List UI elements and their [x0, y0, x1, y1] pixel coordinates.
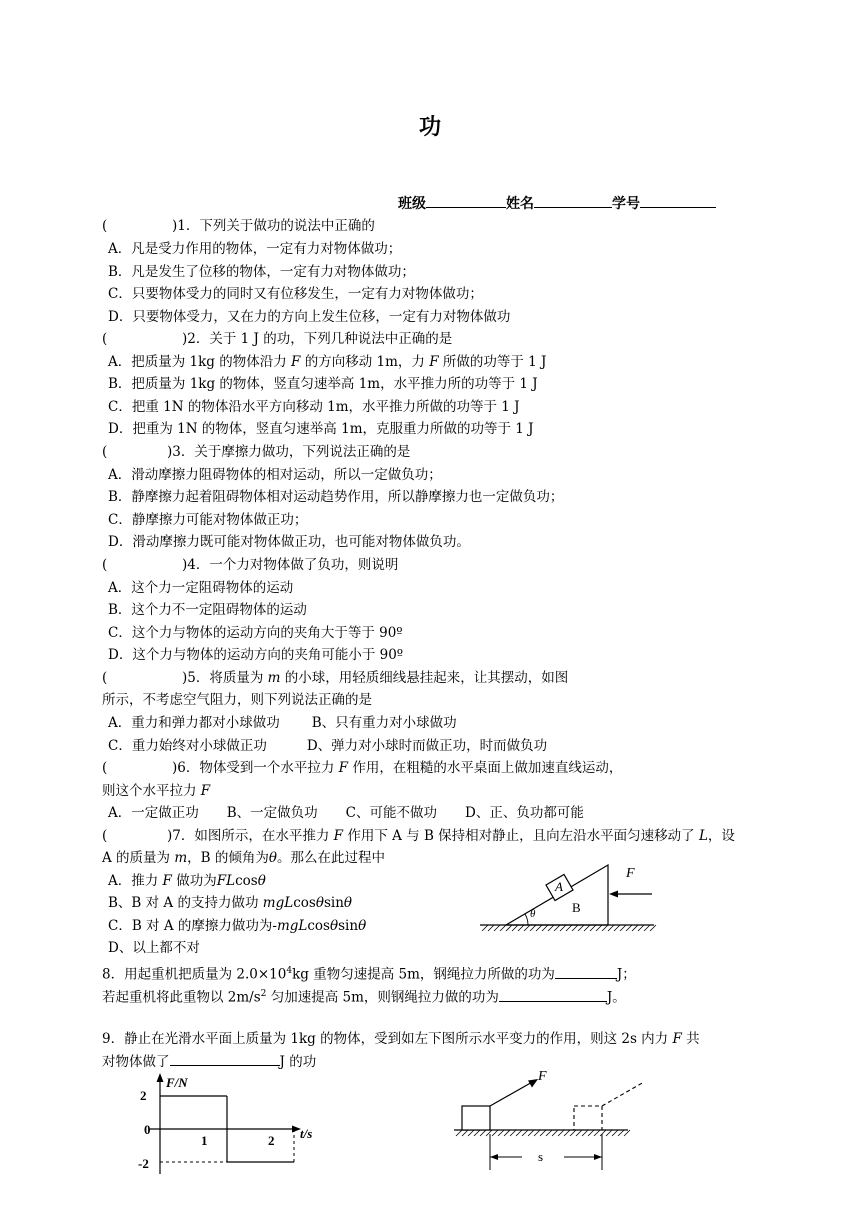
q2-option-b: B．把质量为 1kg 的物体，竖直匀速举高 1m，水平推力所的功等于 1 J — [108, 376, 538, 392]
answer-blank[interactable] — [499, 987, 607, 1002]
q6-stem-cont: 则这个水平拉力 F — [102, 783, 211, 799]
q4-option-d: D．这个力与物体的运动方向的夹角可能小于 90º — [108, 647, 404, 663]
class-field[interactable] — [426, 193, 506, 208]
q3-option-d: D．滑动摩擦力既可能对物体做正功，也可能对物体做负功。 — [108, 534, 470, 550]
id-field[interactable] — [640, 193, 716, 208]
question-7-stem: ( )7．如图所示，在水平推力 F 作用下 A 与 B 保持相对静止，且向左沿水平面匀速移动了 L，设 — [102, 828, 735, 844]
answer-bracket[interactable]: ( — [102, 444, 108, 460]
q7-option-d: D、以上都不对 — [108, 940, 200, 956]
q6-options: A．一定做正功 B、一定做负功 C、可能不做功 D、正、负功都可能 — [108, 805, 584, 821]
block-end — [574, 1106, 602, 1130]
y-tick-neg2: -2 — [138, 1156, 149, 1171]
block-a-label: A — [555, 879, 563, 894]
q7-option-c: C．B 对 A 的摩擦力做功为-mgLcosθsinθ — [108, 918, 367, 934]
s-arrowhead-left — [490, 1154, 498, 1160]
q5-option-c: C．重力始终对小球做正功 D、弹力对小球时而做正功，时而做负功 — [108, 738, 548, 754]
question-9-line-1: 9．静止在光滑水平面上质量为 1kg 的物体，受到如左下图所示水平变力的作用，则这 2s 内力 F 共 — [102, 1031, 700, 1047]
page-title: 功 — [418, 115, 441, 140]
q5-option-a: A．重力和弹力都对小球做功 B、只有重力对小球做功 — [108, 715, 457, 731]
q4-option-b: B．这个力不一定阻碍物体的运动 — [108, 602, 307, 618]
question-2-stem: ( )2．关于 1 J 的功，下列几种说法中正确的是 — [102, 331, 453, 347]
q2-option-d: D．把重为 1N 的物体，竖直匀速举高 1m，克服重力所做的功等于 1 J — [108, 421, 534, 437]
q3-option-b: B．静摩擦力起着阻碍物体相对运动趋势作用，所以静摩擦力也一定做负功； — [108, 489, 564, 505]
q4-option-c: C．这个力与物体的运动方向的夹角大于等于 90º — [108, 625, 403, 641]
force-label: F — [538, 1069, 547, 1084]
answer-blank[interactable] — [170, 1051, 280, 1066]
ground-hatch — [482, 925, 656, 931]
q1-option-d: D．只要物体受力，又在力的方向上发生位移，一定有力对物体做功 — [108, 309, 511, 325]
incline-figure — [476, 855, 666, 940]
question-4-stem: ( )4．一个力对物体做了负功，则说明 — [102, 557, 399, 573]
q7-stem-cont: A 的质量为 m，B 的倾角为θ。那么在此过程中 — [102, 850, 386, 866]
x-tick-2: 2 — [268, 1133, 275, 1148]
force-arrowhead — [609, 891, 618, 898]
y-tick-0: 0 — [144, 1122, 151, 1137]
force-arrow-dashed — [602, 1082, 642, 1106]
answer-bracket[interactable]: ( — [102, 828, 108, 844]
force-time-graph — [128, 1070, 328, 1180]
y-axis-label: F/N — [166, 1075, 188, 1090]
question-9-line-2: 对物体做了 J 的功 — [102, 1051, 316, 1072]
q2-option-c: C．把重 1N 的物体沿水平方向移动 1m，水平推力所做的功等于 1 J — [108, 399, 520, 415]
q7-option-b: B、B 对 A 的支持力做功 mgLcosθsinθ — [108, 895, 353, 911]
block-b-label: B — [572, 900, 581, 915]
q5-stem-cont: 所示，不考虑空气阻力，则下列说法正确的是 — [102, 692, 372, 708]
theta-label: θ — [530, 908, 536, 920]
question-3-stem: ( )3．关于摩擦力做功，下列说法正确的是 — [102, 444, 411, 460]
block-motion-figure — [452, 1066, 642, 1176]
q1-option-c: C．只要物体受力的同时又有位移发生，一定有力对物体做功； — [108, 286, 483, 302]
answer-bracket[interactable]: ( — [102, 670, 108, 686]
angle-arc — [525, 914, 528, 925]
s-arrowhead-right — [594, 1154, 602, 1160]
name-field[interactable] — [534, 193, 612, 208]
q7-option-a: A．推力 F 做功为FLcosθ — [108, 873, 266, 889]
q2-option-a: A．把质量为 1kg 的物体沿力 F 的方向移动 1m，力 F 所做的功等于 1 J — [108, 354, 547, 370]
y-tick-2: 2 — [140, 1088, 147, 1103]
question-5-stem: ( )5．将质量为 m 的小球，用轻质细线悬挂起来，让其摆动，如图 — [102, 670, 569, 686]
displacement-label: s — [538, 1149, 544, 1164]
force-label: F — [626, 866, 635, 881]
q4-option-a: A．这个力一定阻碍物体的运动 — [108, 580, 294, 596]
student-info — [398, 193, 716, 213]
answer-bracket[interactable]: ( — [102, 557, 108, 573]
class-label: 班级 — [398, 196, 426, 212]
name-label: 姓名 — [506, 196, 534, 212]
answer-bracket[interactable]: ( — [102, 218, 108, 234]
q3-option-c: C．静摩擦力可能对物体做正功； — [108, 512, 308, 528]
question-8-line-1: 8．用起重机把质量为 $2.0\times 10^4kg$ 重物匀速提高 5m，钢绳拉力所做的功为 J； — [102, 961, 636, 985]
question-6-stem: ( )6．物体受到一个水平拉力 F 作用，在粗糙的水平桌面上做加速直线运动， — [102, 760, 623, 776]
answer-bracket[interactable]: ( — [102, 760, 108, 776]
q3-option-a: A．滑动摩擦力阻碍物体的相对运动，所以一定做负功； — [108, 467, 442, 483]
x-tick-1: 1 — [201, 1133, 208, 1148]
answer-blank[interactable] — [555, 964, 617, 979]
q1-option-b: B．凡是发生了位移的物体，一定有力对物体做功； — [108, 264, 415, 280]
answer-bracket[interactable]: ( — [102, 331, 108, 347]
q1-option-a: A．凡是受力作用的物体，一定有力对物体做功； — [108, 241, 402, 257]
question-8-line-2: 若起重机将此重物以 $2m/s^2$ 匀加速提高 5m，则钢绳拉力做的功为 J。 — [102, 984, 626, 1008]
block-start — [462, 1106, 490, 1130]
id-label: 学号 — [612, 196, 640, 212]
y-axis-arrow — [157, 1073, 164, 1082]
x-axis-label: t/s — [300, 1126, 313, 1141]
question-1-stem: ( )1．下列关于做功的说法中正确的 — [102, 218, 375, 234]
force-arrow — [490, 1081, 534, 1106]
floor-hatch — [456, 1130, 630, 1136]
